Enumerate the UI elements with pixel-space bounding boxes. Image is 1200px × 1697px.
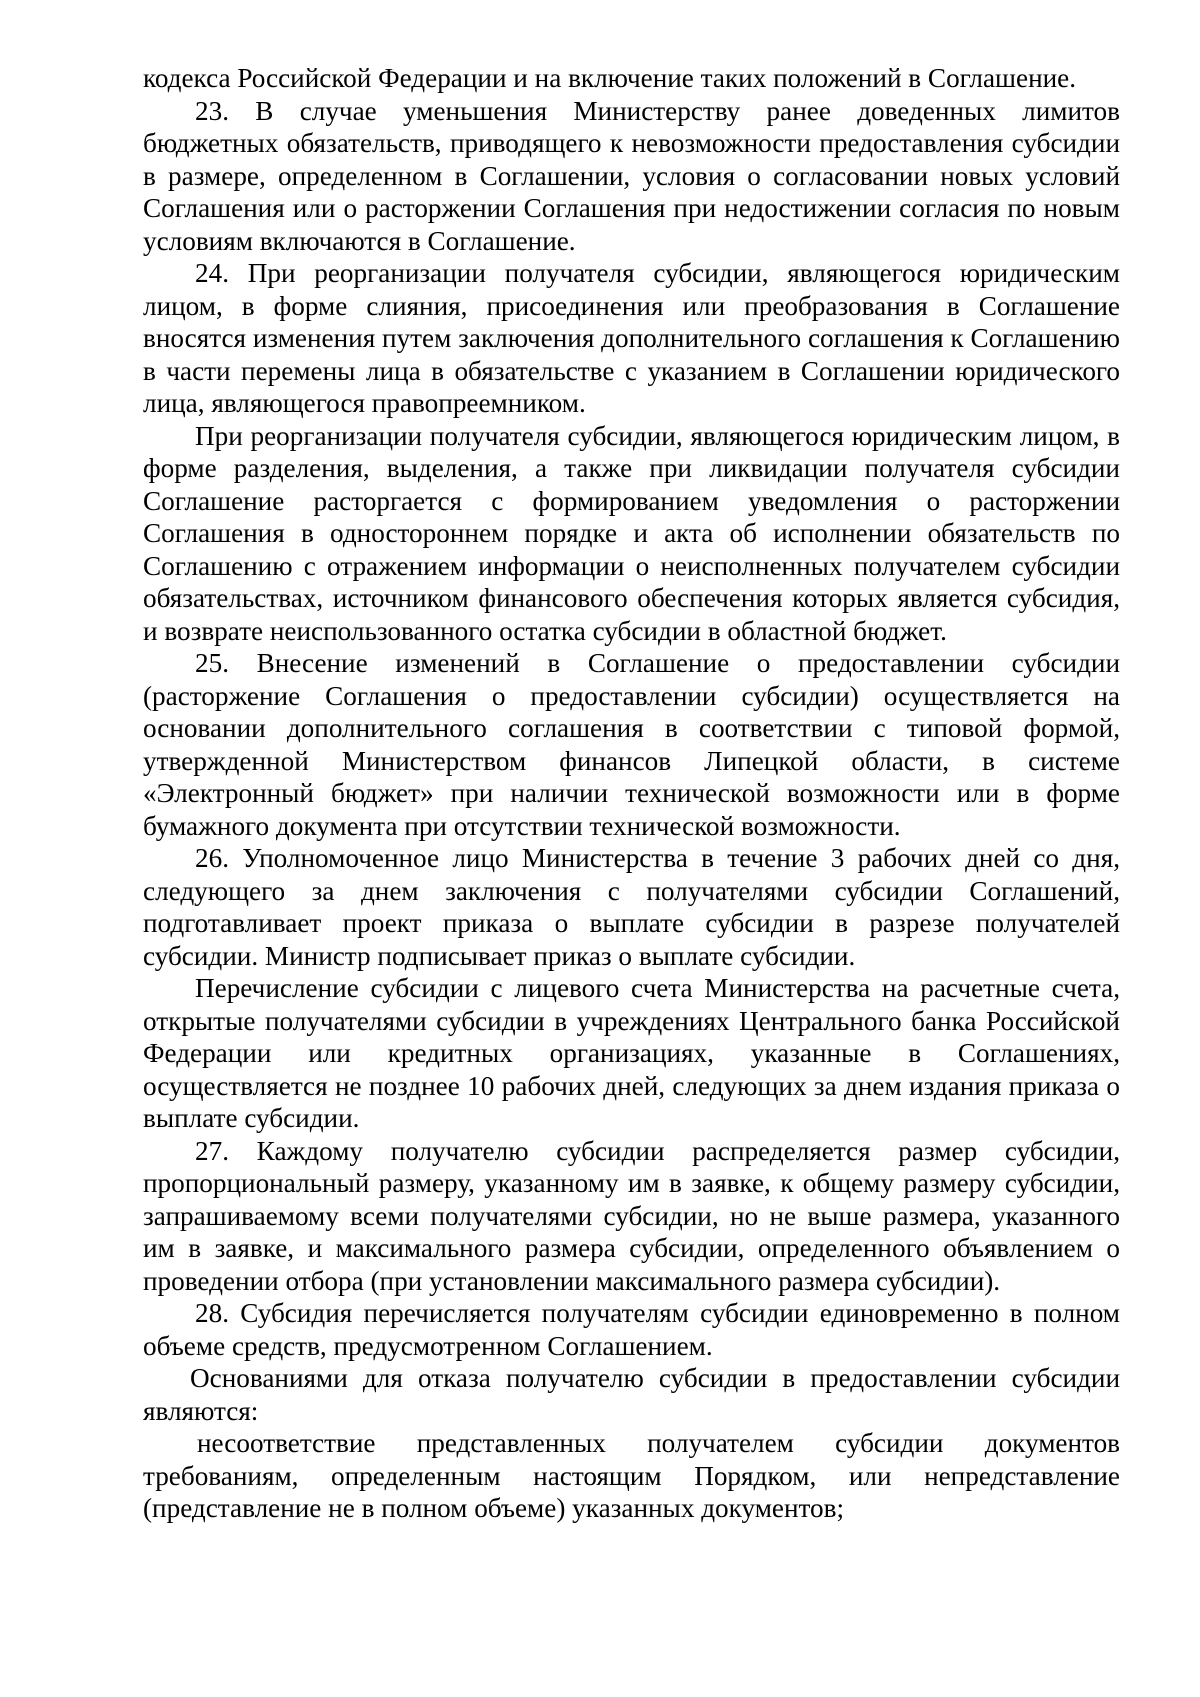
paragraph-27: 27. Каждому получателю субсидии распределяется размер субсидии, пропорциональный размеру, указанному им в заявке, к общему размеру субсидии, запрашиваемому всеми получателями субсидии, но не выше размера, указанного им в заявке, и максимального размера субсидии, определенного объявлением о проведении отбора (при установлении максимального размера субсидии).: [143, 1135, 1120, 1296]
paragraph-28: 28. Субсидия перечисляется получателям субсидии единовременно в полном объеме средств, предусмотренном Соглашением.: [143, 1298, 1120, 1361]
paragraph-24-reorganization: При реорганизации получателя субсидии, являющегося юридическим лицом, в форме разделения, выделения, а также при ликвидации получателя субсидии Соглашение расторгается с формированием уведомления о расторжении Соглашения в одностороннем порядке и акта об исполнении обязательств по Соглашению с отражением информации о неисполненных получателем субсидии обязательствах, источником финансового обеспечения которых является субсидия, и возврате неиспользованного остатка субсидии в областной бюджет.: [143, 420, 1120, 646]
paragraph-23: 23. В случае уменьшения Министерству ранее доведенных лимитов бюджетных обязательств, приводящего к невозможности предоставления субсидии в размере, определенном в Соглашении, условия о согласовании новых условий Соглашения или о расторжении Соглашения при недостижении согласия по новым условиям включаются в Соглашение.: [143, 95, 1120, 256]
paragraph-refusal-item: несоответствие представленных получателем субсидии документов требованиям, определенным настоящим Порядком, или непредставление (представление не в полном объеме) указанных документов;: [143, 1428, 1120, 1523]
paragraph-24: 24. При реорганизации получателя субсидии, являющегося юридическим лицом, в форме слияния, присоединения или преобразования в Соглашение вносятся изменения путем заключения дополнительного соглашения к Соглашению в части перемены лица в обязательстве с указанием в Соглашении юридического лица, являющегося правопреемником.: [143, 258, 1120, 418]
document-page: [143, 62, 1120, 1525]
paragraph-26: 26. Уполномоченное лицо Министерства в течение 3 рабочих дней со дня, следующего за днем заключения с получателями субсидии Соглашений, подготавливает проект приказа о выплате субсидии в разрезе получателей субсидии. Министр подписывает приказ о выплате субсидии.: [143, 843, 1120, 971]
paragraph-refusal-grounds: Основаниями для отказа получателю субсидии в предоставлении субсидии являются:: [143, 1363, 1120, 1426]
paragraph-continuation: кодекса Российской Федерации и на включение таких положений в Соглашение.: [143, 63, 1077, 93]
paragraph-25: 25. Внесение изменений в Соглашение о предоставлении субсидии (расторжение Соглашения о предоставлении субсидии) осуществляется на основании дополнительного соглашения в соответствии с типовой формой, утвержденной Министерством финансов Липецкой области, в системе «Электронный бюджет» при наличии технической возможности или в форме бумажного документа при отсутствии технической возможности.: [143, 648, 1120, 841]
paragraph-26-transfer: Перечисление субсидии с лицевого счета Министерства на расчетные счета, открытые получателями субсидии в учреждениях Центрального банка Российской Федерации или кредитных организациях, указанные в Соглашениях, осуществляется не позднее 10 рабочих дней, следующих за днем издания приказа о выплате субсидии.: [143, 973, 1120, 1133]
